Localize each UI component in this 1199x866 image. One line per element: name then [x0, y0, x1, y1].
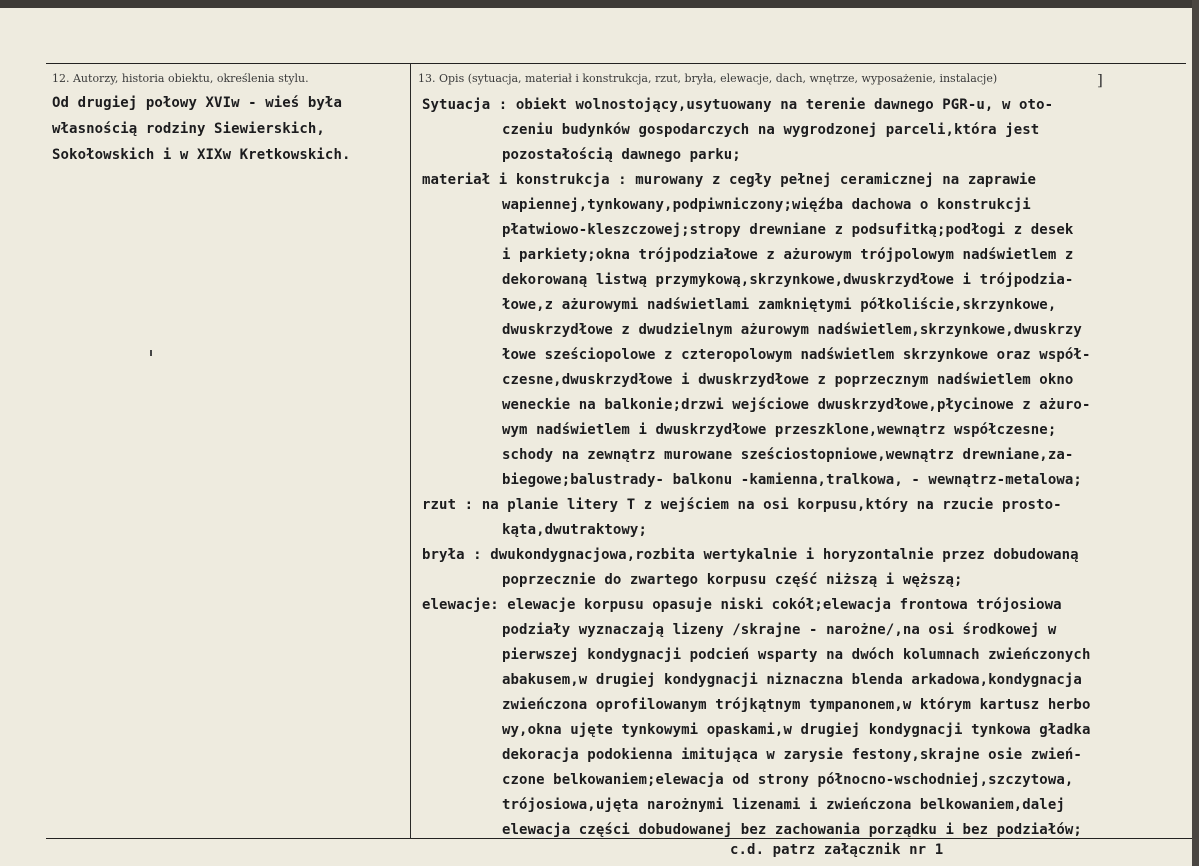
field-13-line: wy,okna ujęte tynkowymi opaskami,w drugiej kondygnacji tynkowa gładka	[502, 722, 1091, 738]
field-13-line: dekorowaną listwą przymykową,skrzynkowe,dwuskrzydłowe i trójpodzia-	[502, 272, 1074, 288]
field-13-line: zwieńczona oprofilowanym trójkątnym tympanonem,w którym kartusz herbo	[502, 697, 1091, 713]
field-13-line: Sytuacja : obiekt wolnostojący,usytuowany na terenie dawnego PGR-u, w oto-	[422, 97, 1054, 113]
scan-edge-right	[1192, 0, 1199, 866]
field-13-line: materiał i konstrukcja : murowany z cegły pełnej ceramicznej na zaprawie	[422, 172, 1037, 188]
field-13-line: łowe sześciopolowe z czteropolowym nadświetlem skrzynkowe oraz współ-	[502, 347, 1091, 363]
column-divider	[410, 63, 411, 839]
field-12-label: 12. Autorzy, historia obiektu, określenia stylu.	[52, 72, 309, 85]
field-13-line: schody na zewnątrz murowane sześciostopniowe,wewnątrz drewniane,za-	[502, 447, 1074, 463]
field-13-line: czesne,dwuskrzydłowe i dwuskrzydłowe z poprzecznym nadświetlem okno	[502, 372, 1074, 388]
field-13-label: 13. Opis (sytuacja, materiał i konstrukcja, rzut, bryła, elewacje, dach, wnętrze, wyposażenie, instalacje)	[418, 72, 998, 85]
field-13-line: podziały wyznaczają lizeny /skrajne - narożne/,na osi środkowej w	[502, 622, 1057, 638]
field-13-line: trójosiowa,ujęta narożnymi lizenami i zwieńczona belkowaniem,dalej	[502, 797, 1065, 813]
field-13-bracket-mark: ]	[1097, 71, 1103, 89]
continuation-note: c.d. patrz załącznik nr 1	[730, 842, 944, 858]
field-12-line: własnością rodziny Siewierskich,	[52, 121, 325, 137]
field-13-line: płatwiowo-kleszczowej;stropy drewniane z podsufitką;podłogi z desek	[502, 222, 1074, 238]
field-13-line: weneckie na balkonie;drzwi wejściowe dwuskrzydłowe,płycinowe z ażuro-	[502, 397, 1091, 413]
field-13-line: i parkiety;okna trójpodziałowe z ażurowym trójpolowym nadświetlem z	[502, 247, 1074, 263]
field-13-line: dwuskrzydłowe z dwudzielnym ażurowym nadświetlem,skrzynkowe,dwuskrzy	[502, 322, 1082, 338]
field-13-line: czone belkowaniem;elewacja od strony północno-wschodniej,szczytowa,	[502, 772, 1074, 788]
field-13-line: dekoracja podokienna imitująca w zarysie festony,skrajne osie zwień-	[502, 747, 1082, 763]
field-12-line: Sokołowskich i w XIXw Kretkowskich.	[52, 147, 351, 163]
scan-speck	[150, 350, 152, 356]
form-top-rule	[46, 63, 1186, 64]
field-13-line: łowe,z ażurowymi nadświetlami zamkniętymi półkoliście,skrzynkowe,	[502, 297, 1057, 313]
field-13-line: wym nadświetlem i dwuskrzydłowe przeszklone,wewnątrz współczesne;	[502, 422, 1057, 438]
field-13-line: rzut : na planie litery T z wejściem na osi korpusu,który na rzucie prosto-	[422, 497, 1062, 513]
field-13-line: czeniu budynków gospodarczych na wygrodzonej parceli,która jest	[502, 122, 1040, 138]
field-13-line: abakusem,w drugiej kondygnacji niznaczna blenda arkadowa,kondygnacja	[502, 672, 1082, 688]
field-13-line: pierwszej kondygnacji podcień wsparty na dwóch kolumnach zwieńczonych	[502, 647, 1091, 663]
field-13-line: kąta,dwutraktowy;	[502, 522, 647, 538]
field-13-line: elewacje: elewacje korpusu opasuje niski cokół;elewacja frontowa trójosiowa	[422, 597, 1062, 613]
field-13-line: elewacja części dobudowanej bez zachowania porządku i bez podziałów;	[502, 822, 1082, 838]
field-13-line: pozostałością dawnego parku;	[502, 147, 741, 163]
field-13-line: wapiennej,tynkowany,podpiwniczony;więźba dachowa o konstrukcji	[502, 197, 1031, 213]
field-13-line: biegowe;balustrady- balkonu -kamienna,tralkowa, - wewnątrz-metalowa;	[502, 472, 1082, 488]
field-12-line: Od drugiej połowy XVIw - wieś była	[52, 95, 342, 111]
scan-edge-top	[0, 0, 1199, 8]
field-13-line: bryła : dwukondygnacjowa,rozbita wertykalnie i horyzontalnie przez dobudowaną	[422, 547, 1079, 563]
form-bottom-rule	[46, 838, 1192, 839]
field-13-line: poprzecznie do zwartego korpusu część niższą i węższą;	[502, 572, 963, 588]
